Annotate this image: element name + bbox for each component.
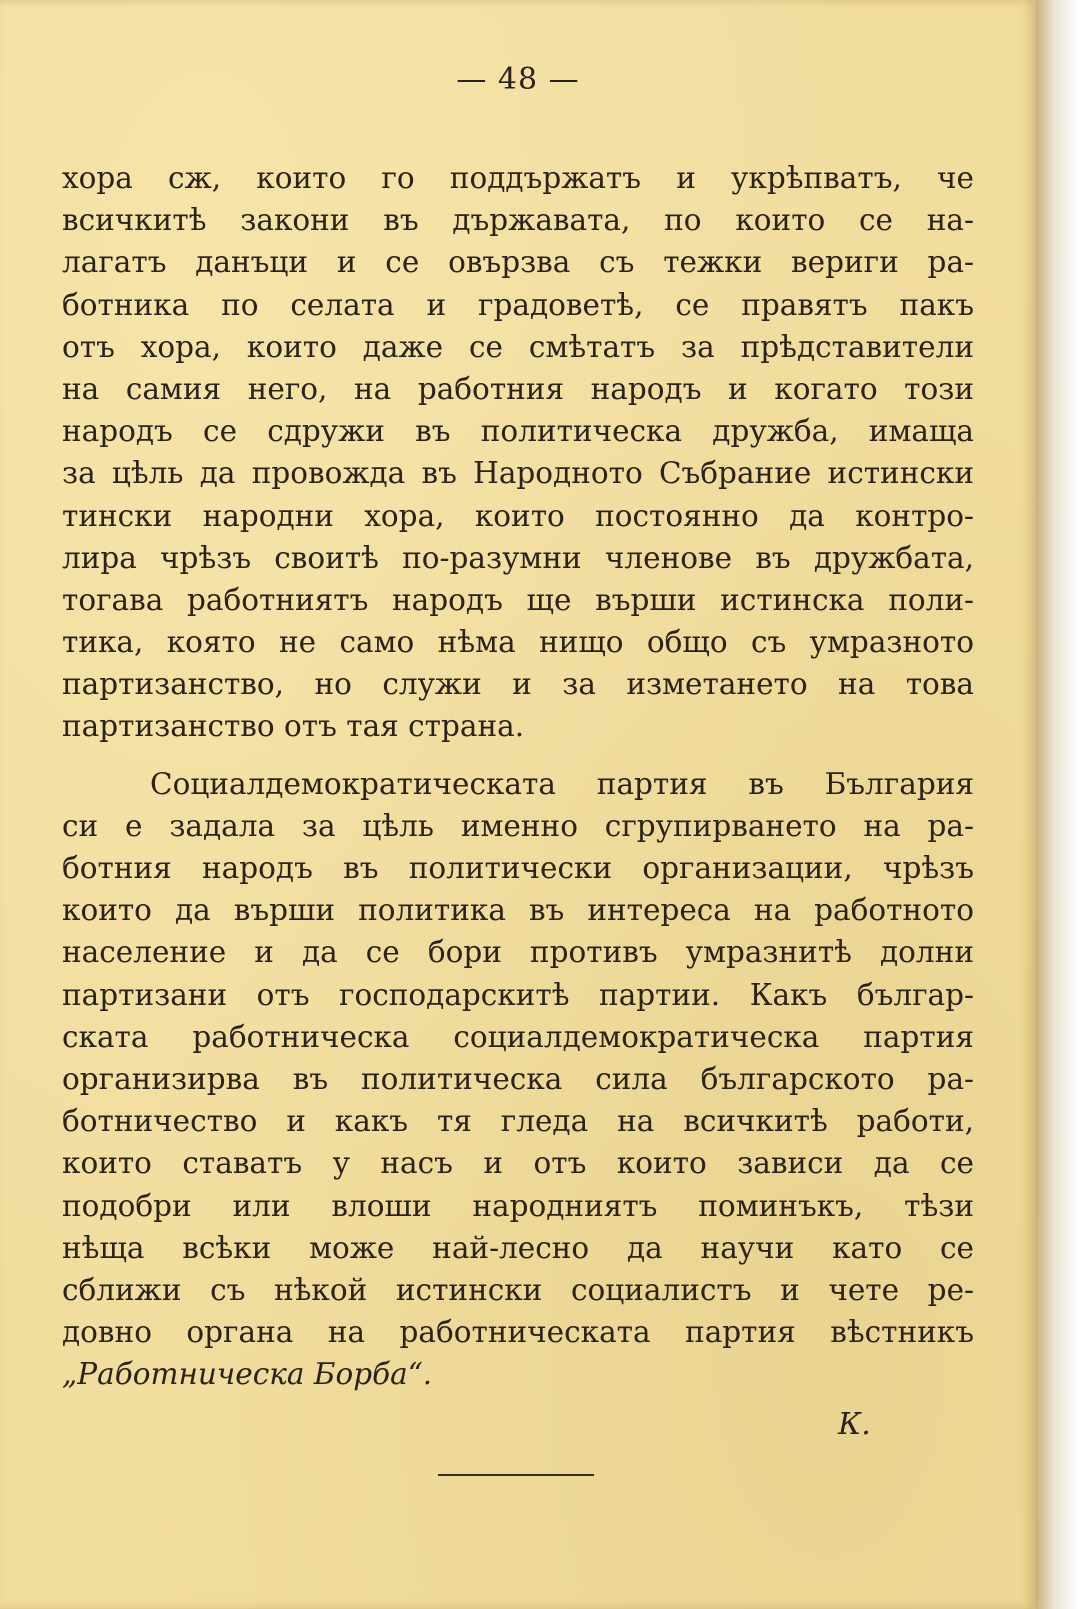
text-line: които ставатъ у насъ и отъ които зависи да се [62, 1146, 974, 1181]
author-signature: К. [838, 1407, 871, 1442]
paragraph-gap [62, 748, 974, 763]
text-line: ботния народъ въ политически организации, чрѣзъ [62, 851, 974, 885]
text-line: партизани отъ господарскитѣ партии. Какъ българ- [62, 977, 974, 1012]
text-line: лагатъ данъци и се овързва съ тежки вериги ра- [62, 245, 974, 280]
text-line: ската работническа социалдемократическа партия [62, 1019, 974, 1054]
text-line: които да върши политика въ интереса на работното [62, 893, 974, 928]
text-line: отъ хора, които даже се смѣтатъ за прѣдставители [62, 329, 974, 364]
paragraph-2 [62, 763, 974, 1396]
paragraph-1 [62, 157, 974, 748]
text-line: лира чрѣзъ своитѣ по-разумни членове въ дружбата, [62, 540, 974, 575]
text-line: Социалдемократическата партия въ България [150, 766, 974, 801]
page-edge [1036, 0, 1080, 1609]
text-line: довно органа на работническата партия вѣстникъ [62, 1315, 974, 1350]
text-line: ботника по селата и градоветѣ, се правятъ пакъ [62, 287, 974, 322]
text-line: подобри или влоши народниятъ поминъкъ, тѣзи [62, 1188, 974, 1223]
text-line: сближи съ нѣкой истински социалистъ и чете ре- [62, 1272, 974, 1307]
text-line: всичкитѣ закони въ държавата, по които се на- [62, 203, 974, 238]
section-divider [438, 1474, 594, 1476]
text-line: си е задала за цѣль именно сгрупирването на ра- [62, 808, 974, 843]
text-line: партизанство отъ тая страна. [62, 709, 525, 744]
body-text [62, 157, 974, 1395]
text-line: хора сж, които го поддържатъ и укрѣпватъ, че [62, 161, 974, 195]
text-line: на самия него, на работния народъ и когато този [62, 371, 974, 406]
text-line: нѣща всѣки може най-лесно да научи като се [62, 1230, 974, 1265]
page-number: — 48 — [456, 62, 580, 97]
text-line: ботничество и какъ тя гледа на всичкитѣ работи, [62, 1104, 974, 1139]
text-line: тински народни хора, които постоянно да контро- [62, 498, 974, 533]
text-line: партизанство, но служи и за изметането на това [62, 667, 974, 702]
text-line: население и да се бори противъ умразнитѣ долни [62, 935, 974, 970]
text-line: тика, която не само нѣма нищо общо съ умразното [62, 625, 974, 660]
text-line: народъ се сдружи въ политическа дружба, имаща [62, 414, 974, 449]
text-line: тогава работниятъ народъ ще върши истинска поли- [62, 582, 974, 617]
newspaper-title-line: „Работническа Борба“. [62, 1357, 433, 1392]
text-line: за цѣль да провожда въ Народното Събрание истински [62, 456, 974, 491]
text-line: организирва въ политическа сила българското ра- [62, 1061, 974, 1096]
